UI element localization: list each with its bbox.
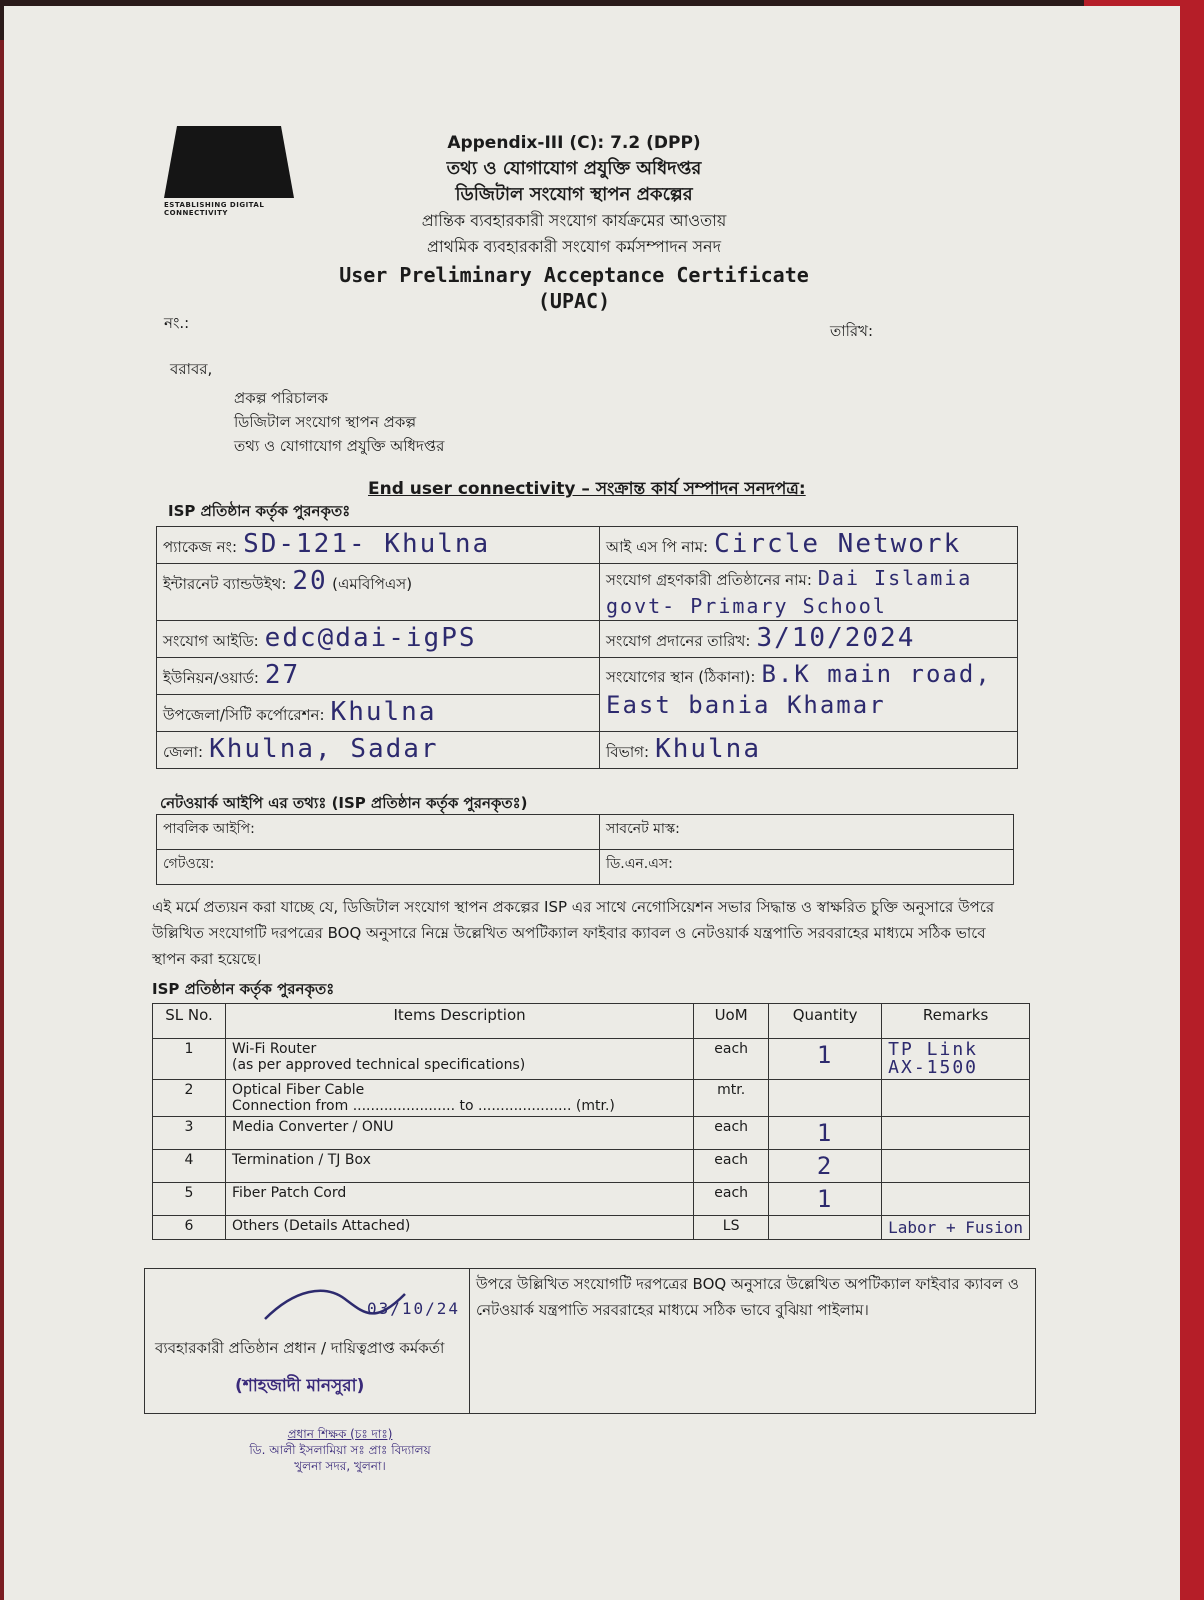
conn-id-cell [157,621,600,658]
row-desc [226,1039,694,1080]
section1-title: End user connectivity – সংক্রান্ত কার্য সম্পাদন সনদপত্র: [368,479,806,499]
division-cell [600,732,1018,769]
row-desc: Termination / TJ Box [226,1150,694,1183]
isp-value: Circle Network [714,529,962,559]
row-qty: 2 [769,1150,882,1183]
row-desc-line2: (as per approved technical specifications) [232,1057,526,1073]
row-desc: Fiber Patch Cord [226,1183,694,1216]
signature-cell [145,1269,470,1414]
conn-date-label: সংযোগ প্রদানের তারিখ: [606,632,751,650]
stamp-name: (শাহজাদী মানসুরা) [235,1376,365,1396]
union-label: ইউনিয়ন/ওয়ার্ড: [163,669,259,687]
bandwidth-label: ইন্টারনেট ব্যান্ডউইথ: [163,575,287,593]
row-qty: 1 [769,1183,882,1216]
signature-date: 03/10/24 [367,1299,461,1318]
union-cell [157,658,600,695]
row-desc-line2: Connection from ....................... to ..................... (mtr.) [232,1098,615,1114]
header-line-3: প্রান্তিক ব্যবহারকারী সংযোগ কার্যক্রমের আওতায় [421,211,727,230]
row-remarks [882,1183,1030,1216]
header-description: Items Description [226,1004,694,1039]
district-cell [157,732,600,769]
bandwidth-cell [157,564,600,621]
package-cell [157,527,600,564]
address-line-2: ডিজিটাল সংযোগ স্থাপন প্রকল্প [234,413,417,431]
row-uom: each [694,1039,769,1080]
row-uom: LS [694,1216,769,1240]
division-label: বিভাগ: [606,743,650,761]
row-sl: 1 [153,1039,226,1080]
items-header-row [153,1004,1030,1039]
bandwidth-unit: (এমবিপিএস) [332,575,413,593]
items-filled-by: ISP প্রতিষ্ঠান কর্তৃক পুরনকৃতঃ [152,980,335,998]
document-page [4,6,1180,1600]
network-ip-table [156,814,1014,885]
row-desc: Others (Details Attached) [226,1216,694,1240]
logo-caption: ESTABLISHING DIGITAL CONNECTIVITY [164,201,265,217]
gateway-cell: গেটওয়ে: [157,850,600,885]
address-line-1: প্রকল্প পরিচালক [234,389,329,407]
dns-cell: ডি.এন.এস: [600,850,1014,885]
table-row [153,1150,1030,1183]
row-remarks: Labor + Fusion [882,1216,1030,1240]
logo-mark-icon [164,126,294,198]
department-name: তথ্য ও যোগাযোগ প্রযুক্তি অধিদপ্তর [446,158,702,179]
table-row [153,1039,1030,1080]
signoff-table [144,1268,1036,1414]
table-row [153,1183,1030,1216]
header-uom: UoM [694,1004,769,1039]
date-label: তারিখ: [830,322,874,340]
package-value: SD-121- Khulna [243,529,491,559]
recipient-label: সংযোগ গ্রহণকারী প্রতিষ্ঠানের নাম: [606,571,812,589]
row-desc-line1: Optical Fiber Cable [232,1082,365,1098]
row-qty: 1 [769,1117,882,1150]
row-uom: each [694,1183,769,1216]
declaration-text: এই মর্মে প্রত্যয়ন করা যাচ্ছে যে, ডিজিটাল সংযোগ স্থাপন প্রকল্পের ISP এর সাথে নেগোসিয়েশন সভার সিদ্ধান্ত ও স্বাক্ষরিত চুক্তি অনুসারে উপরে উল্লিখিত সংযোগটি দরপত্রের BOQ অনুসারে নিম্নে উল্লেখিত অপটিক্যাল ফাইবার ক্যাবল ও নেটওয়ার্ক যন্ত্রপাতি সরবরাহের মাধ্যমে সঠিক ভাবে স্থাপন করা হয়েছে। [152,898,995,968]
isp-cell [600,527,1018,564]
bandwidth-value: 20 [292,566,328,596]
header-line-4: প্রাথমিক ব্যবহারকারী সংযোগ কর্মসম্পাদন সনদ [427,237,721,256]
row-uom: each [694,1117,769,1150]
stamp-school: ডি. আলী ইসলামিয়া সঃ প্রাঃ বিদ্যালয় [249,1443,431,1457]
stamp-title: প্রধান শিক্ষক (চঃ দাঃ) [287,1427,393,1441]
location-label: সংযোগের স্থান (ঠিকানা): [606,668,756,686]
row-sl: 3 [153,1117,226,1150]
section1-filled-by: ISP প্রতিষ্ঠান কর্তৃক পুরনকৃতঃ [168,502,351,520]
project-name: ডিজিটাল সংযোগ স্থাপন প্রকল্পের [455,184,693,205]
document-header [304,130,844,314]
row-desc-line1: Wi-Fi Router [232,1041,317,1057]
header-remarks: Remarks [882,1004,1030,1039]
location-cell [600,658,1018,732]
district-value: Khulna, Sadar [209,734,439,764]
recipient-cell [600,564,1018,621]
header-quantity: Quantity [769,1004,882,1039]
signer-role: ব্যবহারকারী প্রতিষ্ঠান প্রধান / দায়িত্বপ্রাপ্ত কর্মকর্তা [155,1339,445,1357]
recipient-value: Dai Islamia govt- Primary School [606,566,973,618]
connectivity-table [156,526,1018,769]
edc-logo [164,126,294,216]
union-value: 27 [264,660,301,690]
location-value: B.K main road, East bania Khamar [606,660,992,719]
conn-date-value: 3/10/2024 [756,623,916,653]
district-label: জেলা: [163,743,204,761]
row-uom: each [694,1150,769,1183]
confirmation-cell: উপরে উল্লিখিত সংযোগটি দরপত্রের BOQ অনুসারে উল্লেখিত অপটিক্যাল ফাইবার ক্যাবল ও নেটওয়ার্ক যন্ত্রপাতি সরবরাহের মাধ্যমে সঠিক ভাবে বুঝিয়া পাইলাম। [470,1269,1036,1414]
items-table [152,1003,1030,1240]
public-ip-cell: পাবলিক আইপি: [157,815,600,850]
page-title: User Preliminary Acceptance Certificate (UPAC) [339,263,809,313]
conn-id-label: সংযোগ আইডি: [163,632,259,650]
upazila-label: উপজেলা/সিটি কর্পোরেশন: [163,706,325,724]
row-remarks [882,1150,1030,1183]
section2-title: নেটওয়ার্ক আইপি এর তথ্যঃ (ISP প্রতিষ্ঠান কর্তৃক পুরনকৃতঃ) [160,794,528,812]
stamp-place: খুলনা সদর, খুলনা। [294,1459,386,1473]
isp-label: আই এস পি নাম: [606,538,709,556]
table-row [153,1080,1030,1117]
row-qty [769,1080,882,1117]
row-qty: 1 [769,1039,882,1080]
official-stamp [220,1426,460,1474]
address-to: বরাবর, [170,360,213,378]
number-label: নং.: [164,314,190,332]
upazila-cell [157,695,600,732]
row-sl: 5 [153,1183,226,1216]
table-row [153,1117,1030,1150]
upazila-value: Khulna [330,697,437,727]
row-remarks: TP Link AX-1500 [882,1039,1030,1080]
appendix-label: Appendix-III (C): 7.2 (DPP) [447,133,701,153]
row-sl: 4 [153,1150,226,1183]
row-sl: 2 [153,1080,226,1117]
row-remarks [882,1080,1030,1117]
package-label: প্যাকেজ নং: [163,538,238,556]
address-block [234,386,444,458]
conn-date-cell [600,621,1018,658]
row-desc [226,1080,694,1117]
header-sl: SL No. [153,1004,226,1039]
row-sl: 6 [153,1216,226,1240]
division-value: Khulna [655,734,761,764]
table-row [153,1216,1030,1240]
row-uom: mtr. [694,1080,769,1117]
subnet-cell: সাবনেট মাস্ক: [600,815,1014,850]
row-remarks [882,1117,1030,1150]
conn-id-value: edc@dai-igPS [264,623,477,653]
row-qty [769,1216,882,1240]
address-line-3: তথ্য ও যোগাযোগ প্রযুক্তি অধিদপ্তর [234,437,445,455]
row-desc: Media Converter / ONU [226,1117,694,1150]
